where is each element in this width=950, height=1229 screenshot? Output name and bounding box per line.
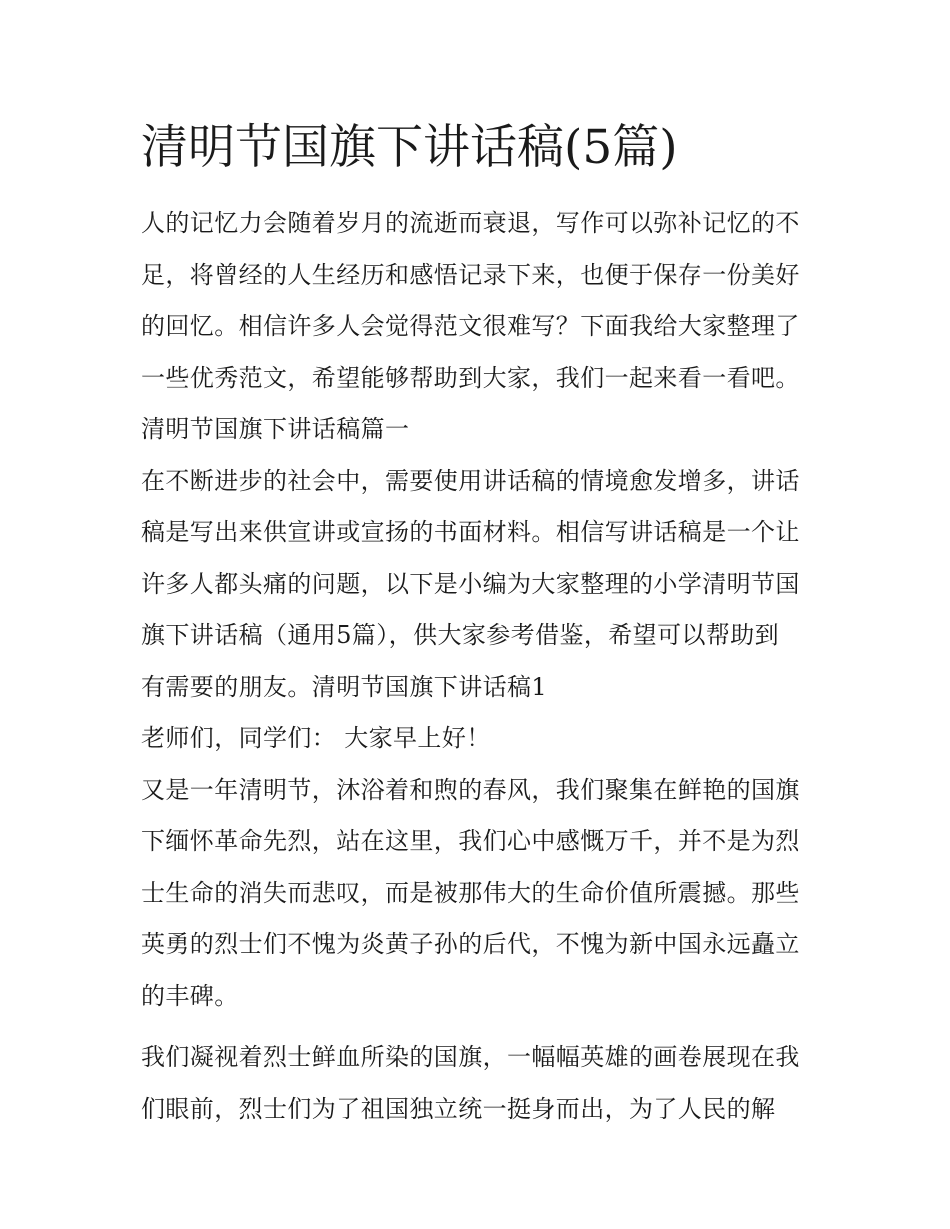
section-line: 有需要的朋友。清明节国旗下讲话稿1 [141,672,548,701]
intro-line: 的回忆。相信许多人会觉得范文很难写？下面我给大家整理了 [141,312,800,340]
section-line: 旗下讲话稿（通用5篇），供大家参考借鉴，希望可以帮助到 [141,621,780,649]
section-line: 许多人都头痛的问题，以下是小编为大家整理的小学清明节国 [141,569,800,598]
speech-paragraph-2 [141,1032,813,1135]
speech-line: 下缅怀革命先烈，站在这里，我们心中感慨万千，并不是为烈 [141,827,800,855]
intro-paragraph [141,198,813,404]
speech-paragraph-1 [141,765,813,1023]
speech-line: 又是一年清明节，沐浴着和煦的春风，我们聚集在鲜艳的国旗 [141,775,800,804]
section-heading [141,404,813,456]
section-line: 稿是写出来供宣讲或宣扬的书面材料。相信写讲话稿是一个让 [141,518,800,546]
document-title: 清明节国旗下讲话稿(5篇) [141,120,678,175]
paragraph-spacer [141,1022,813,1032]
greeting-paragraph [141,713,813,765]
intro-line: 人的记忆力会随着岁月的流逝而衰退，写作可以弥补记忆的不 [141,209,800,237]
intro-line: 一些优秀范文，希望能够帮助到大家，我们一起来看一看吧。 [141,363,800,392]
speech-line: 们眼前，烈士们为了祖国独立统一挺身而出，为了人民的解 [141,1094,776,1123]
speech-line: 英勇的烈士们不愧为炎黄子孙的后代，不愧为新中国永远矗立 [141,930,800,958]
speech-line: 士生命的消失而悲叹，而是被那伟大的生命价值所震撼。那些 [141,878,800,907]
greeting-line: 老师们，同学们： 大家早上好！ [141,724,491,752]
section-line: 在不断进步的社会中，需要使用讲话稿的情境愈发增多，讲话 [141,466,800,495]
section-heading-text: 清明节国旗下讲话稿篇一 [141,415,410,443]
speech-line: 的丰碑。 [141,981,239,1010]
section-paragraph [141,456,813,714]
speech-line: 我们凝视着烈士鲜血所染的国旗，一幅幅英雄的画卷展现在我 [141,1043,800,1071]
document-body [141,112,813,1135]
intro-line: 足，将曾经的人生经历和感悟记录下来，也便于保存一份美好 [141,260,800,289]
